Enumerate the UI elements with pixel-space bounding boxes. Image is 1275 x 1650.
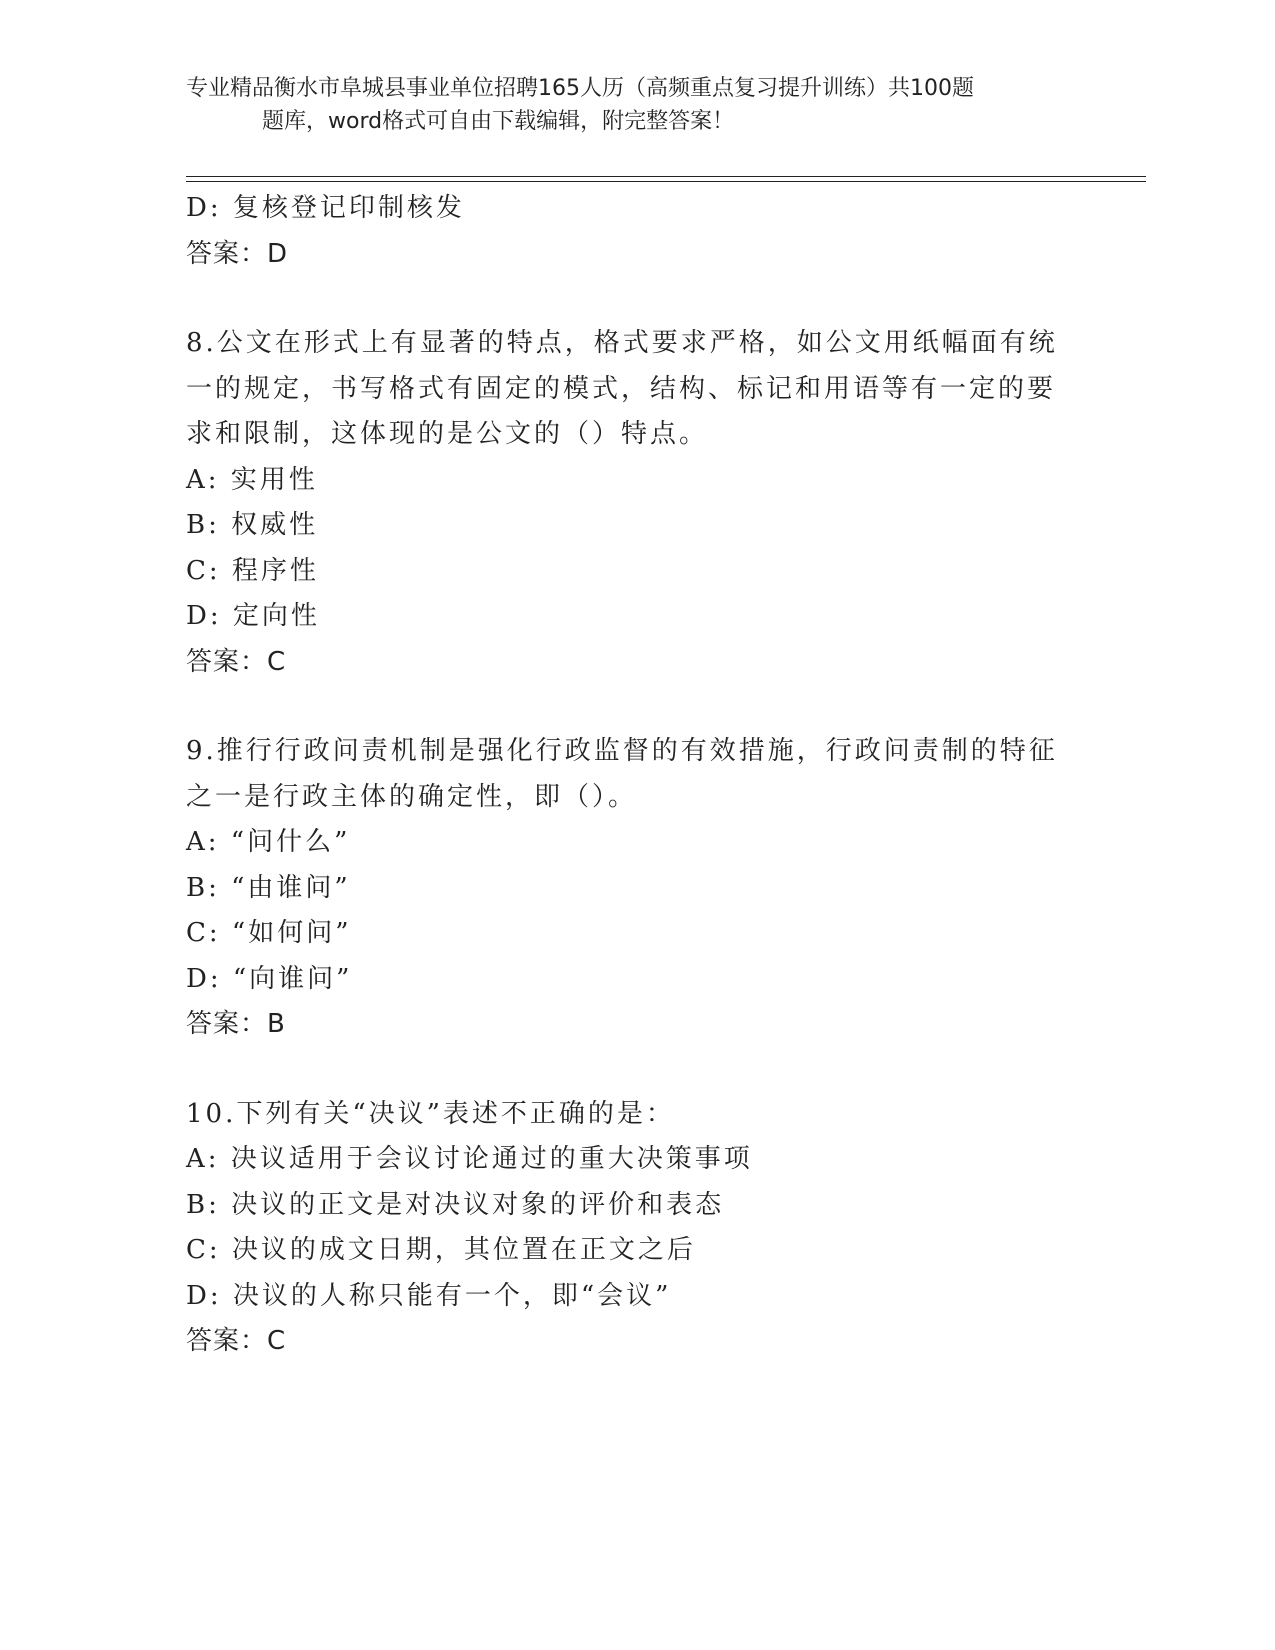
question-content xyxy=(186,186,1086,1365)
spacer xyxy=(186,277,1086,321)
option-d: D: 复核登记印制核发 xyxy=(186,193,465,223)
option-d: D: 定向性 xyxy=(186,601,320,631)
answer-line: 答案：D xyxy=(186,238,289,269)
header-rule-top xyxy=(186,176,1146,177)
option-c: C: 程序性 xyxy=(186,555,319,586)
previous-question-tail xyxy=(186,186,1086,277)
answer-line: 答案：C xyxy=(186,1326,287,1356)
question-8 xyxy=(186,321,1086,685)
option-b: B: 权威性 xyxy=(186,510,319,540)
option-c: C: “如何问” xyxy=(186,918,352,948)
question-text-line: 9.推行行政问责机制是强化行政监督的有效措施，行政问责制的特征 xyxy=(186,736,1058,766)
header-title-line-1: 专业精品衡水市阜城县事业单位招聘165人历（高频重点复习提升训练）共100题 xyxy=(186,76,974,101)
option-d: D: “向谁问” xyxy=(186,963,353,994)
answer-line: 答案：B xyxy=(186,1009,286,1039)
answer-line: 答案：C xyxy=(186,646,287,677)
spacer xyxy=(186,1048,1086,1092)
header-rule-bottom xyxy=(186,181,1146,182)
spacer xyxy=(186,685,1086,729)
header-title-line-2: 题库，word格式可自由下载编辑，附完整答案！ xyxy=(262,109,735,134)
option-b: B: 决议的正文是对决议对象的评价和表态 xyxy=(186,1189,725,1220)
question-10 xyxy=(186,1092,1086,1365)
page-header xyxy=(186,72,1086,138)
option-b: B: “由谁问” xyxy=(186,872,351,903)
question-text-line: 求和限制，这体现的是公文的（）特点。 xyxy=(186,419,709,449)
question-text-line: 一的规定，书写格式有固定的模式，结构、标记和用语等有一定的要 xyxy=(186,373,1057,404)
question-9 xyxy=(186,729,1086,1048)
option-a: A: “问什么” xyxy=(186,827,351,857)
option-a: A: 决议适用于会议讨论通过的重大决策事项 xyxy=(186,1144,753,1174)
option-d: D: 决议的人称只能有一个，即“会议” xyxy=(186,1280,672,1311)
option-c: C: 决议的成文日期，其位置在正文之后 xyxy=(186,1235,696,1265)
question-text-line: 之一是行政主体的确定性，即（）。 xyxy=(186,781,638,812)
option-a: A: 实用性 xyxy=(186,464,318,495)
question-text-line: 8.公文在形式上有显著的特点，格式要求严格，如公文用纸幅面有统 xyxy=(186,328,1058,358)
question-text-line: 10.下列有关“决议”表述不正确的是： xyxy=(186,1098,675,1129)
